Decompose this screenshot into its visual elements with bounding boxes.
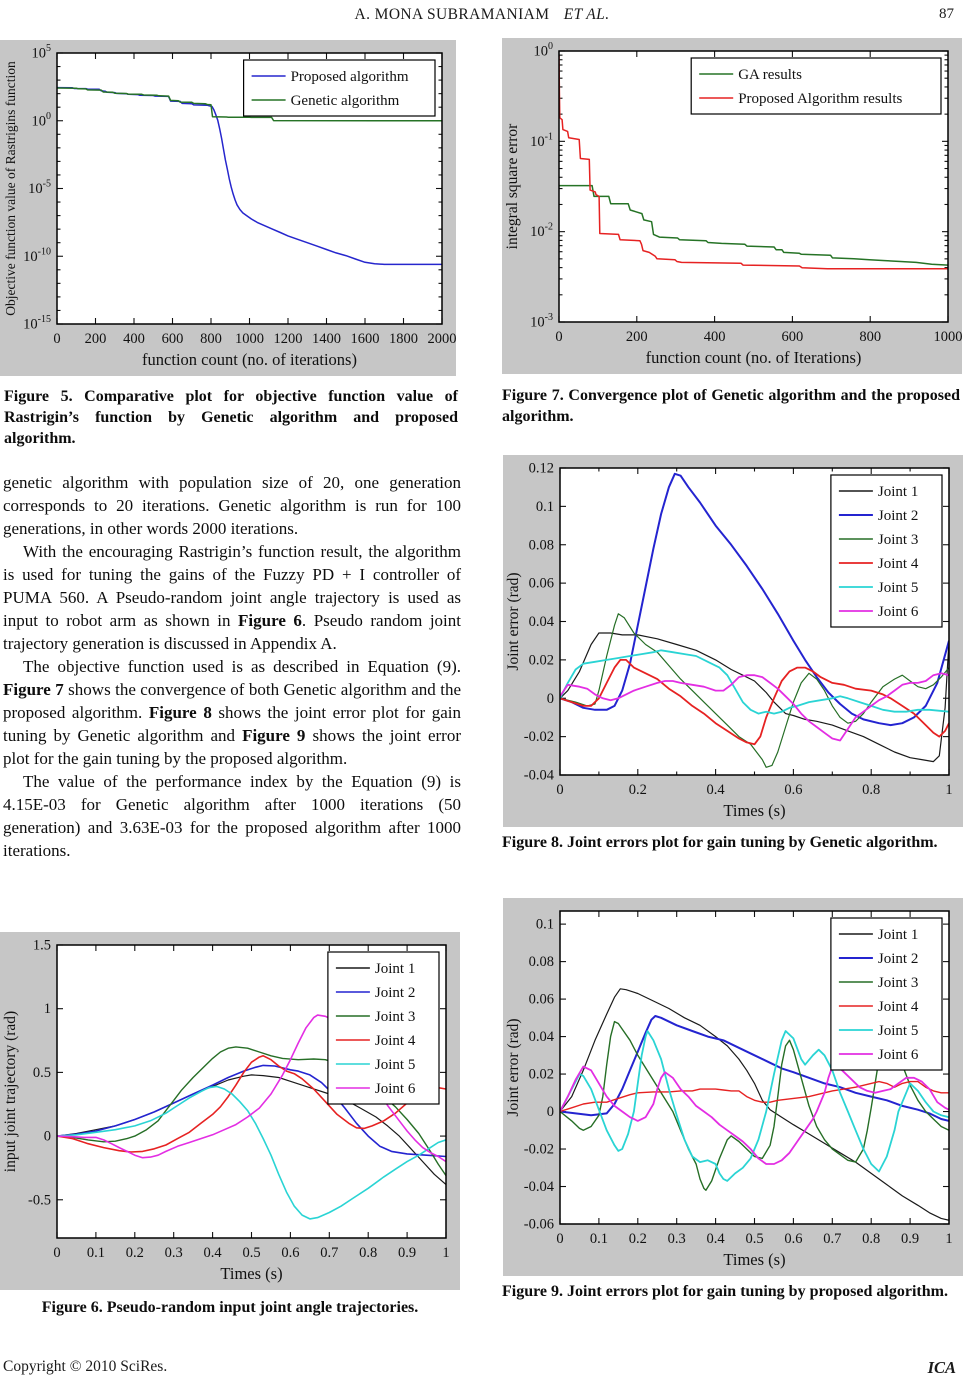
svg-text:1600: 1600 [350, 331, 380, 347]
svg-text:0.1: 0.1 [589, 1231, 608, 1247]
svg-text:Joint 4: Joint 4 [877, 556, 919, 572]
svg-text:10-2: $10^{-2}$ [530, 221, 553, 241]
svg-text:0.1: 0.1 [535, 916, 554, 933]
paragraph: With the encouraging Rastrigin’s function result, the algorithm is used for tuning the gains of the Fuzzy PD + I controller of PUMA 560. A Pseudo-random joint angle trajectory is used as input to robot arm as shown in Figure 6. Pseudo random joint trajectory generation is discussed in Appendix A. [3, 542, 461, 653]
figure-5-plot [0, 40, 456, 376]
svg-text:Joint 6: Joint 6 [877, 1047, 919, 1063]
svg-text:100: $10^0$ [533, 41, 553, 60]
svg-text:0.6: 0.6 [281, 1245, 300, 1261]
figure-7-caption: Figure 7. Convergence plot of Genetic algorithm and the proposed algorithm. [502, 387, 960, 425]
svg-text:Joint 5: Joint 5 [374, 1057, 416, 1073]
svg-text:100: $10^0$ [31, 110, 51, 130]
svg-text:Objective function value of Ra: Objective function value of Rastrigins function [3, 61, 18, 316]
svg-text:600: 600 [781, 329, 804, 345]
svg-text:1.5: 1.5 [32, 937, 51, 954]
svg-text:1000: 1000 [235, 331, 264, 347]
svg-text:10-15: $10^{-15}$ [23, 314, 51, 333]
footer-journal-abbrev: ICA [927, 1358, 956, 1377]
svg-text:Joint 6: Joint 6 [877, 604, 919, 620]
svg-text:Joint 4: Joint 4 [877, 999, 919, 1015]
svg-text:0.5: 0.5 [242, 1245, 261, 1261]
svg-text:input joint trajectory (rad): input joint trajectory (rad) [2, 1010, 19, 1173]
svg-text:0.02: 0.02 [528, 652, 554, 669]
svg-text:0.04: 0.04 [528, 1029, 554, 1046]
svg-text:0.02: 0.02 [528, 1066, 554, 1083]
footer-copyright: Copyright © 2010 SciRes. [3, 1358, 168, 1375]
page-number: 87 [939, 6, 954, 22]
svg-text:0: 0 [546, 1104, 554, 1121]
svg-text:Joint 1: Joint 1 [877, 927, 919, 943]
svg-text:Joint 1: Joint 1 [374, 961, 416, 977]
svg-text:Times (s): Times (s) [723, 801, 786, 820]
svg-text:0.08: 0.08 [528, 537, 554, 554]
svg-text:600: 600 [161, 331, 184, 347]
svg-text:10-10: $10^{-10}$ [23, 246, 51, 265]
svg-text:0.9: 0.9 [901, 1231, 920, 1247]
svg-text:Joint 6: Joint 6 [374, 1081, 416, 1097]
svg-text:Proposed algorithm: Proposed algorithm [290, 69, 409, 85]
svg-text:0: 0 [556, 782, 564, 798]
svg-text:0.2: 0.2 [628, 782, 647, 798]
svg-text:0.3: 0.3 [164, 1245, 183, 1261]
svg-text:Joint 3: Joint 3 [877, 975, 919, 991]
figure-6-plot [0, 932, 460, 1290]
figure-8-plot [503, 455, 963, 827]
svg-text:0.12: 0.12 [528, 460, 554, 477]
svg-text:-0.02: -0.02 [523, 1141, 554, 1158]
svg-text:function count (no. of iterati: function count (no. of iterations) [142, 350, 357, 369]
figure-9-caption: Figure 9. Joint errors plot for gain tuning by proposed algorithm. [502, 1283, 948, 1300]
svg-text:Joint 3: Joint 3 [877, 532, 919, 548]
svg-text:1200: 1200 [273, 331, 303, 347]
svg-text:1800: 1800 [389, 331, 418, 347]
svg-text:0: 0 [53, 1245, 61, 1261]
svg-text:0.9: 0.9 [398, 1245, 417, 1261]
paragraph: The objective function used is as described in Equation (9). Figure 7 shows the convergence of both Genetic algorithm and the proposed algorithm. Figure 8 shows the joint error plot for gain tuning by Genetic algorithm and Figure 9 shows the joint error plot for the gain tuning by the proposed algorithm. [3, 657, 462, 768]
svg-text:400: 400 [123, 331, 145, 347]
svg-text:1400: 1400 [312, 331, 341, 347]
figure-9-plot [503, 898, 963, 1276]
svg-text:0.8: 0.8 [862, 1231, 881, 1247]
figure-5-caption: Figure 5. Comparative plot for objective function value of Rastrigin’s function by Genetic algorithm and proposed algorithm. [4, 388, 458, 447]
svg-text:-0.06: -0.06 [523, 1216, 554, 1233]
svg-text:Joint 5: Joint 5 [877, 580, 919, 596]
svg-text:1: 1 [945, 1231, 953, 1247]
svg-text:10-3: $10^{-3}$ [530, 312, 553, 331]
svg-text:Joint 5: Joint 5 [877, 1023, 919, 1039]
svg-text:Proposed Algorithm results: Proposed Algorithm results [738, 91, 903, 107]
svg-text:0: 0 [43, 1128, 51, 1145]
svg-text:0.6: 0.6 [784, 1231, 803, 1247]
header-etal: ET AL. [563, 6, 610, 23]
svg-text:0.06: 0.06 [528, 991, 554, 1008]
svg-text:function count (no. of Iterati: function count (no. of Iterations) [645, 348, 862, 367]
svg-text:10-5: $10^{-5}$ [28, 178, 51, 197]
svg-text:1000: 1000 [933, 329, 962, 345]
svg-text:0.4: 0.4 [706, 1231, 725, 1247]
svg-text:0.8: 0.8 [359, 1245, 378, 1261]
figure-6-caption: Figure 6. Pseudo-random input joint angle trajectories. [41, 1299, 419, 1316]
svg-text:0.8: 0.8 [862, 782, 881, 798]
svg-text:0.06: 0.06 [528, 575, 554, 592]
svg-text:0.4: 0.4 [203, 1245, 222, 1261]
svg-text:Joint 3: Joint 3 [374, 1009, 416, 1025]
svg-text:0.04: 0.04 [528, 614, 554, 630]
svg-text:-0.04: -0.04 [523, 1179, 554, 1196]
svg-text:0.1: 0.1 [535, 498, 554, 515]
page-header [0, 6, 964, 24]
svg-text:0.7: 0.7 [320, 1245, 339, 1261]
svg-text:200: 200 [625, 329, 648, 345]
svg-text:Joint 2: Joint 2 [877, 508, 919, 524]
svg-text:0.5: 0.5 [32, 1064, 51, 1081]
svg-text:Joint 1: Joint 1 [877, 484, 919, 500]
paragraph: genetic algorithm with population size of 20, one generation corresponds to 20 iterations. Genetic algorithm is run for 100 generations, in other words 2000 iterations. [3, 473, 461, 538]
svg-text:800: 800 [200, 331, 222, 347]
body-text [3, 471, 461, 862]
svg-text:105: $10^5$ [31, 43, 51, 62]
svg-text:0: 0 [555, 329, 563, 345]
svg-text:Genetic algorithm: Genetic algorithm [290, 93, 400, 109]
svg-text:Joint error (rad): Joint error (rad) [505, 1018, 522, 1117]
svg-text:0.3: 0.3 [667, 1231, 686, 1247]
svg-text:-0.04: -0.04 [523, 767, 554, 784]
svg-text:0.4: 0.4 [706, 782, 725, 798]
figure-7-plot [502, 38, 962, 374]
svg-text:2000: 2000 [427, 331, 456, 347]
svg-text:Times (s): Times (s) [723, 1250, 786, 1269]
svg-text:Joint 2: Joint 2 [877, 951, 919, 967]
svg-text:400: 400 [703, 329, 726, 345]
svg-text:0.1: 0.1 [86, 1245, 105, 1261]
svg-text:0.6: 0.6 [784, 782, 803, 798]
figure-8-caption: Figure 8. Joint errors plot for gain tuning by Genetic algorithm. [502, 834, 938, 851]
svg-text:10-1: $10^{-1}$ [530, 131, 553, 150]
svg-text:0.08: 0.08 [528, 954, 554, 971]
svg-text:-0.5: -0.5 [28, 1192, 51, 1209]
svg-text:-0.02: -0.02 [523, 729, 554, 746]
svg-text:GA results: GA results [738, 67, 802, 83]
svg-text:0: 0 [546, 690, 554, 707]
svg-text:0.5: 0.5 [745, 1231, 764, 1247]
svg-text:Joint 4: Joint 4 [374, 1033, 416, 1049]
svg-text:200: 200 [84, 331, 107, 347]
svg-text:Times (s): Times (s) [220, 1264, 283, 1283]
svg-text:Joint 2: Joint 2 [374, 985, 416, 1001]
header-authors: A. MONA SUBRAMANIAM [354, 6, 550, 23]
svg-text:Joint error (rad): Joint error (rad) [505, 572, 522, 671]
svg-text:0.2: 0.2 [628, 1231, 647, 1247]
svg-text:1: 1 [442, 1245, 450, 1261]
svg-text:800: 800 [859, 329, 882, 345]
svg-text:0: 0 [53, 331, 61, 347]
svg-text:0: 0 [556, 1231, 564, 1247]
svg-text:integral square error: integral square error [504, 123, 521, 250]
svg-text:1: 1 [43, 1001, 51, 1018]
svg-text:0.2: 0.2 [125, 1245, 144, 1261]
paragraph: The value of the performance index by the Equation (9) is 4.15E-03 for Genetic algorithm after 1000 iterations (50 generation) and 3.63E-03 for the proposed algorithm after 1000 iterations. [3, 772, 461, 860]
svg-text:0.7: 0.7 [823, 1231, 842, 1247]
svg-text:1: 1 [945, 782, 953, 798]
